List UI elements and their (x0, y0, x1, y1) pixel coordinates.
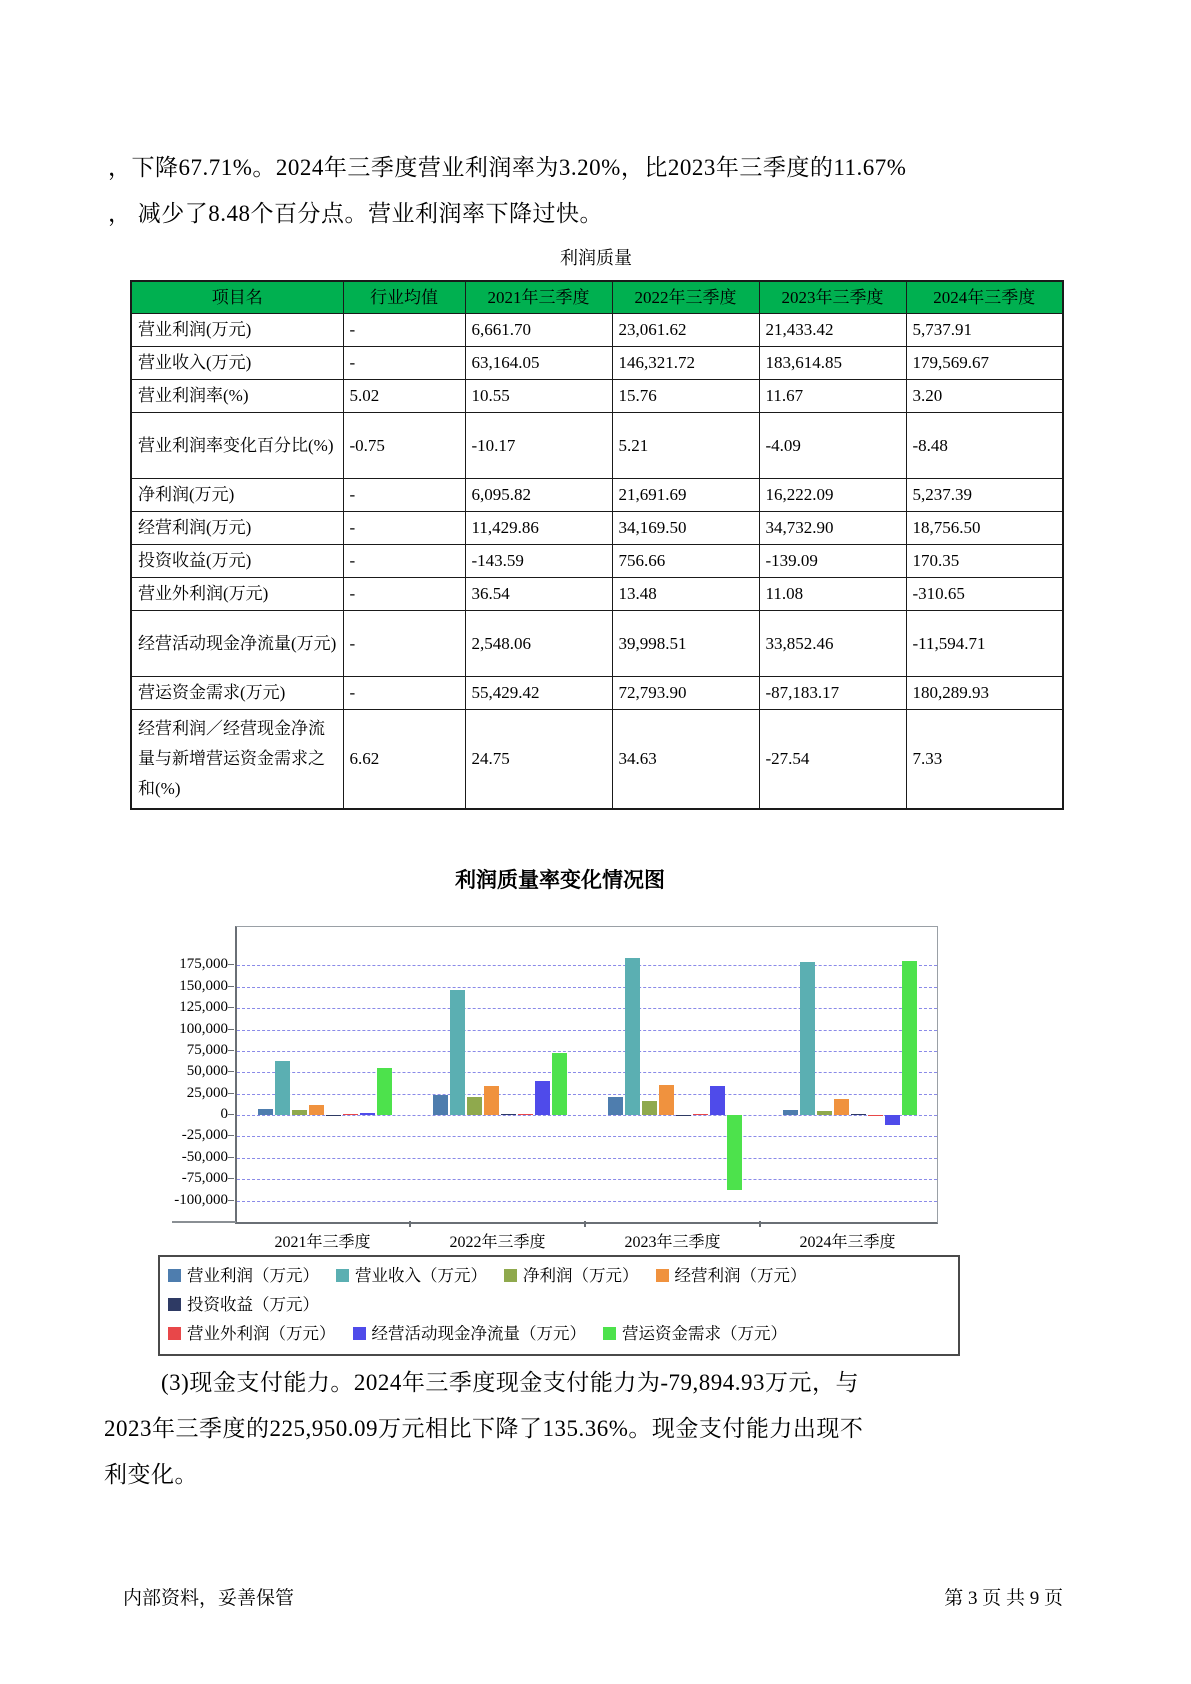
value-cell: 6.62 (343, 710, 465, 810)
legend-label: 净利润（万元） (523, 1267, 639, 1285)
table-row (131, 611, 1063, 677)
footer-page-number: 第 3 页 共 9 页 (944, 1588, 1063, 1609)
value-cell: 180,289.93 (906, 677, 1063, 710)
y-tick-label: 0 (220, 1106, 228, 1123)
y-tick-mark (228, 1029, 234, 1030)
paragraph-line: 利变化。 (104, 1462, 198, 1487)
value-cell: 2,548.06 (465, 611, 612, 677)
value-cell: 18,756.50 (906, 512, 1063, 545)
x-tick-mark (409, 1221, 411, 1227)
chart-bar (535, 1081, 550, 1115)
chart-bar (258, 1109, 273, 1115)
value-cell: 21,433.42 (759, 314, 906, 347)
y-tick-mark (228, 1178, 234, 1179)
x-tick-mark (759, 1221, 761, 1227)
y-tick-label: -50,000 (181, 1148, 228, 1165)
chart-bar (433, 1095, 448, 1115)
y-tick-label: 75,000 (186, 1041, 228, 1058)
chart-bar (501, 1114, 516, 1115)
legend-label: 投资收益（万元） (187, 1296, 319, 1314)
x-tick-label: 2023年三季度 (624, 1234, 721, 1251)
chart-bar (309, 1105, 324, 1115)
value-cell: 5.21 (612, 413, 759, 479)
x-axis-labels (235, 1229, 935, 1252)
value-cell: 11.08 (759, 578, 906, 611)
header-cell: 2021年三季度 (465, 281, 612, 314)
table-title: 利润质量 (560, 248, 632, 268)
chart-bar (834, 1099, 849, 1115)
gridline (237, 1051, 937, 1052)
y-tick-mark (228, 1071, 234, 1072)
value-cell: 6,661.70 (465, 314, 612, 347)
y-tick-label: -75,000 (181, 1170, 228, 1187)
profit-table-body (131, 314, 1063, 810)
chart-bar (693, 1114, 708, 1115)
value-cell: 23,061.62 (612, 314, 759, 347)
chart-bar (275, 1061, 290, 1115)
y-tick-label: -25,000 (181, 1127, 228, 1144)
legend-item (168, 1267, 319, 1285)
value-cell: 6,095.82 (465, 479, 612, 512)
table-row (131, 413, 1063, 479)
legend-swatch-icon (168, 1269, 181, 1282)
paragraph-line: 2023年三季度的225,950.09万元相比下降了135.36%。现金支付能力出现不 (104, 1416, 864, 1441)
legend-label: 经营活动现金净流量（万元） (371, 1325, 586, 1343)
y-tick-label: 25,000 (186, 1084, 228, 1101)
legend-label: 营运资金需求（万元） (622, 1325, 787, 1343)
x-tick-mark (584, 1221, 586, 1227)
chart-bar (377, 1068, 392, 1115)
legend-label: 营业收入（万元） (355, 1267, 487, 1285)
gridline (237, 1094, 937, 1095)
legend-item (656, 1267, 807, 1285)
legend-swatch-icon (168, 1327, 181, 1340)
value-cell: 24.75 (465, 710, 612, 810)
legend-label: 营业利润（万元） (187, 1267, 319, 1285)
value-cell: 16,222.09 (759, 479, 906, 512)
row-label-cell: 营业利润率变化百分比(%) (131, 413, 343, 479)
header-cell: 2024年三季度 (906, 281, 1063, 314)
y-tick-mark (228, 1007, 234, 1008)
y-tick-mark (228, 986, 234, 987)
value-cell: 183,614.85 (759, 347, 906, 380)
chart-bar (659, 1085, 674, 1115)
value-cell: -139.09 (759, 545, 906, 578)
row-label-cell: 经营利润／经营现金净流量与新增营运资金需求之和(%) (131, 710, 343, 810)
value-cell: 5,737.91 (906, 314, 1063, 347)
paragraph-line: ， 减少了8.48个百分点。营业利润率下降过快。 (108, 201, 603, 226)
chart-bar (326, 1115, 341, 1116)
gridline (237, 965, 937, 966)
legend-item (603, 1325, 787, 1343)
y-tick-mark (228, 1093, 234, 1094)
value-cell: -27.54 (759, 710, 906, 810)
gridline (237, 1115, 937, 1116)
legend-item (336, 1267, 487, 1285)
chart-bar (868, 1115, 883, 1116)
y-tick-mark (228, 1200, 234, 1201)
value-cell: - (343, 611, 465, 677)
value-cell: 36.54 (465, 578, 612, 611)
value-cell: -143.59 (465, 545, 612, 578)
legend-label: 营业外利润（万元） (187, 1325, 336, 1343)
profit-quality-table (130, 280, 1064, 810)
chart-bar (518, 1114, 533, 1115)
x-axis-line (172, 1221, 236, 1223)
chart-plot (235, 926, 938, 1224)
header-cell: 项目名 (131, 281, 343, 314)
value-cell: -11,594.71 (906, 611, 1063, 677)
chart-bar (608, 1097, 623, 1115)
chart-bar (676, 1115, 691, 1116)
row-label-cell: 净利润(万元) (131, 479, 343, 512)
value-cell: 63,164.05 (465, 347, 612, 380)
y-axis-labels (118, 926, 228, 1221)
x-tick-label: 2021年三季度 (274, 1234, 371, 1251)
chart-bar (292, 1110, 307, 1115)
gridline (237, 1072, 937, 1073)
chart-bar (360, 1113, 375, 1115)
y-tick-mark (228, 964, 234, 965)
profit-table-header-row (131, 281, 1063, 314)
row-label-cell: 营业利润率(%) (131, 380, 343, 413)
value-cell: 146,321.72 (612, 347, 759, 380)
value-cell: 33,852.46 (759, 611, 906, 677)
gridline (237, 1158, 937, 1159)
y-tick-label: 100,000 (179, 1020, 228, 1037)
chart-bar (552, 1053, 567, 1115)
chart-title: 利润质量率变化情况图 (455, 869, 665, 892)
chart-bar (851, 1114, 866, 1115)
row-label-cell: 投资收益(万元) (131, 545, 343, 578)
value-cell: -87,183.17 (759, 677, 906, 710)
bottom-paragraph (104, 1360, 1004, 1498)
value-cell: 11,429.86 (465, 512, 612, 545)
value-cell: 11.67 (759, 380, 906, 413)
value-cell: -4.09 (759, 413, 906, 479)
legend-item (353, 1325, 587, 1343)
legend-swatch-icon (656, 1269, 669, 1282)
gridline (237, 987, 937, 988)
y-tick-label: -100,000 (174, 1191, 228, 1208)
value-cell: -8.48 (906, 413, 1063, 479)
chart-legend (158, 1255, 960, 1356)
chart-bar (902, 961, 917, 1115)
header-cell: 2022年三季度 (612, 281, 759, 314)
paragraph-line: ，下降67.71%。2024年三季度营业利润率为3.20%，比2023年三季度的11.67% (108, 155, 907, 180)
value-cell: 21,691.69 (612, 479, 759, 512)
row-label-cell: 营业利润(万元) (131, 314, 343, 347)
gridline (237, 1008, 937, 1009)
value-cell: 756.66 (612, 545, 759, 578)
legend-swatch-icon (336, 1269, 349, 1282)
row-label-cell: 经营活动现金净流量(万元) (131, 611, 343, 677)
value-cell: 34,169.50 (612, 512, 759, 545)
table-row (131, 479, 1063, 512)
legend-swatch-icon (504, 1269, 517, 1282)
table-row (131, 578, 1063, 611)
value-cell: 7.33 (906, 710, 1063, 810)
chart-bar (467, 1097, 482, 1116)
gridline (237, 1201, 937, 1202)
chart-bar (800, 962, 815, 1116)
chart-bar (783, 1110, 798, 1115)
table-row (131, 314, 1063, 347)
table-row (131, 710, 1063, 810)
gridline (237, 1136, 937, 1137)
legend-item (504, 1267, 639, 1285)
chart-bar (727, 1115, 742, 1190)
top-paragraph (108, 145, 993, 237)
legend-swatch-icon (353, 1327, 366, 1340)
value-cell: - (343, 677, 465, 710)
table-row (131, 347, 1063, 380)
y-tick-mark (228, 1114, 234, 1115)
y-tick-label: 175,000 (179, 956, 228, 973)
chart-bar (885, 1115, 900, 1125)
row-label-cell: 营业外利润(万元) (131, 578, 343, 611)
value-cell: 10.55 (465, 380, 612, 413)
chart-bar (710, 1086, 725, 1115)
paragraph-line: (3)现金支付能力。2024年三季度现金支付能力为-79,894.93万元，与 (161, 1370, 859, 1395)
legend-row (168, 1320, 950, 1349)
chart-bar (642, 1101, 657, 1115)
legend-swatch-icon (168, 1298, 181, 1311)
value-cell: 34,732.90 (759, 512, 906, 545)
value-cell: 170.35 (906, 545, 1063, 578)
value-cell: 5.02 (343, 380, 465, 413)
value-cell: - (343, 578, 465, 611)
value-cell: 3.20 (906, 380, 1063, 413)
chart-bar (484, 1086, 499, 1115)
table-row (131, 545, 1063, 578)
row-label-cell: 营运资金需求(万元) (131, 677, 343, 710)
value-cell: 13.48 (612, 578, 759, 611)
value-cell: 15.76 (612, 380, 759, 413)
table-row (131, 512, 1063, 545)
legend-swatch-icon (603, 1327, 616, 1340)
legend-row (168, 1262, 950, 1320)
row-label-cell: 营业收入(万元) (131, 347, 343, 380)
gridline (237, 1030, 937, 1031)
chart-bar (450, 990, 465, 1115)
value-cell: 5,237.39 (906, 479, 1063, 512)
y-tick-mark (228, 1050, 234, 1051)
y-tick-label: 150,000 (179, 977, 228, 994)
value-cell: - (343, 347, 465, 380)
table-row (131, 677, 1063, 710)
legend-item (168, 1296, 319, 1314)
legend-item (168, 1325, 336, 1343)
gridline (237, 1179, 937, 1180)
chart-bar (817, 1111, 832, 1115)
value-cell: 55,429.42 (465, 677, 612, 710)
row-label-cell: 经营利润(万元) (131, 512, 343, 545)
x-tick-label: 2022年三季度 (449, 1234, 546, 1251)
value-cell: 34.63 (612, 710, 759, 810)
header-cell: 行业均值 (343, 281, 465, 314)
value-cell: -0.75 (343, 413, 465, 479)
legend-label: 经营利润（万元） (674, 1267, 807, 1285)
header-cell: 2023年三季度 (759, 281, 906, 314)
chart-bar (625, 958, 640, 1115)
y-tick-label: 125,000 (179, 999, 228, 1016)
value-cell: -10.17 (465, 413, 612, 479)
value-cell: - (343, 314, 465, 347)
y-tick-label: 50,000 (186, 1063, 228, 1080)
value-cell: 179,569.67 (906, 347, 1063, 380)
value-cell: - (343, 545, 465, 578)
value-cell: - (343, 479, 465, 512)
value-cell: - (343, 512, 465, 545)
chart-bar (343, 1114, 358, 1115)
value-cell: -310.65 (906, 578, 1063, 611)
x-tick-label: 2024年三季度 (799, 1234, 896, 1251)
y-tick-mark (228, 1135, 234, 1136)
table-row (131, 380, 1063, 413)
footer-confidential-note: 内部资料，妥善保管 (123, 1588, 295, 1609)
value-cell: 39,998.51 (612, 611, 759, 677)
value-cell: 72,793.90 (612, 677, 759, 710)
y-tick-mark (228, 1157, 234, 1158)
